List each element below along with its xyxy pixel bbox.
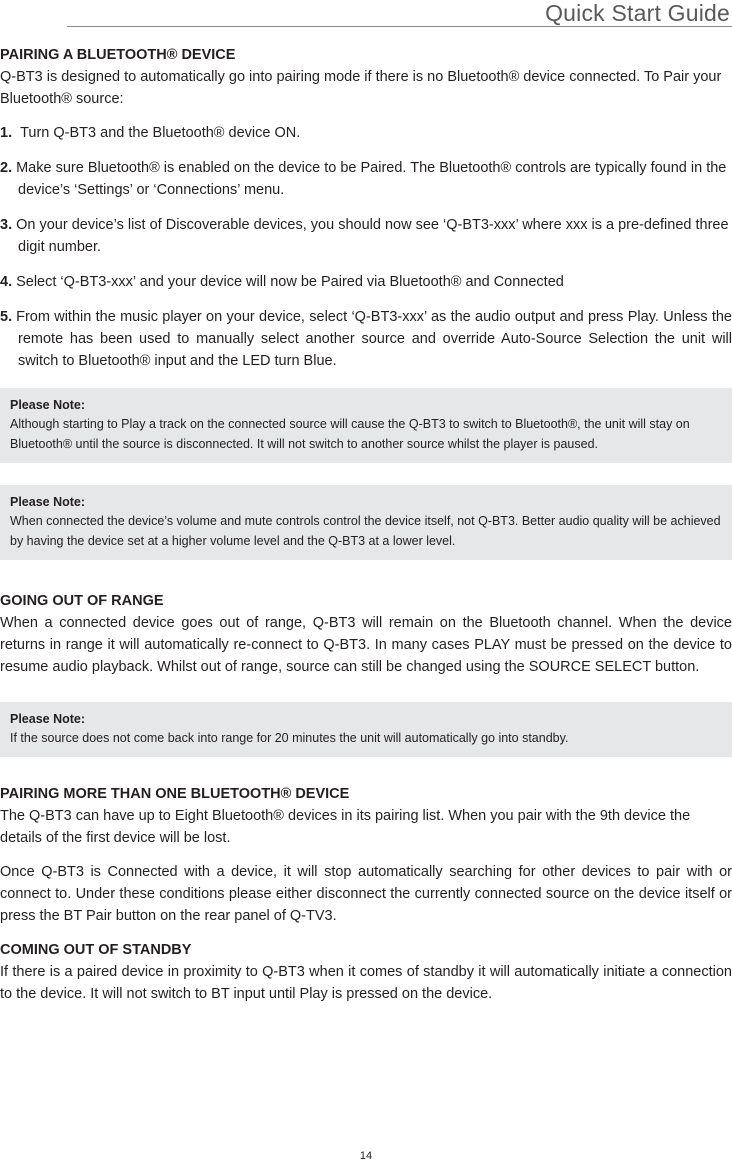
standby-heading: COMING OUT OF STANDBY — [0, 942, 192, 958]
pairing-section — [0, 44, 732, 372]
note-title: Please Note: — [10, 398, 86, 412]
note-text: Although starting to Play a track on the connected source will cause the Q-BT3 to switch to Bluetooth®, the unit will stay on Bluetooth® until the source is disconnected. It will not switch to another source whilst the player is paused. — [10, 417, 690, 451]
range-text: When a connected device goes out of range, Q-BT3 will remain on the Bluetooth channel. When the device returns in range it will automatically re-connect to Q-BT3. In many cases PLAY must be pressed on the device to resume audio playback. Whilst out of range, source can still be changed using the SOURCE SELECT button. — [0, 615, 732, 675]
multi-device-heading: PAIRING MORE THAN ONE BLUETOOTH® DEVICE — [0, 786, 350, 802]
page-header-title: Quick Start Guide — [545, 0, 730, 26]
note-text: If the source does not come back into range for 20 minutes the unit will automatically go into standby. — [10, 731, 569, 745]
note-box — [0, 485, 732, 560]
pairing-intro: Q-BT3 is designed to automatically go into pairing mode if there is no Bluetooth® device connected. To Pair your Bluetooth® source: — [0, 69, 722, 107]
pairing-heading: PAIRING A BLUETOOTH® DEVICE — [0, 47, 236, 63]
multi-device-text-2: Once Q-BT3 is Connected with a device, it will stop automatically searching for other devices to pair with or connect to. Under these conditions please either disconnect the currently connected source on the device itself or press the BT Pair button on the rear panel of Q-TV3. — [0, 864, 732, 924]
note-box — [0, 388, 732, 463]
step-text: From within the music player on your device, select ‘Q-BT3-xxx’ as the audio output and press Play. Unless the remote has been used to manually select another source and override Auto-Source Selection the unit will switch to Bluetooth® input and the LED turn Blue. — [16, 309, 732, 369]
pairing-step — [0, 122, 732, 144]
multi-device-section — [0, 783, 732, 927]
step-number: 3. — [0, 217, 13, 233]
step-text: Make sure Bluetooth® is enabled on the device to be Paired. The Bluetooth® controls are typically found in the device’s ‘Settings’ or ‘Connections’ menu. — [16, 160, 727, 198]
pairing-steps — [0, 122, 732, 372]
step-number: 4. — [0, 274, 13, 290]
standby-section — [0, 939, 732, 1005]
page-content — [0, 44, 732, 1005]
page-number: 14 — [359, 1150, 373, 1162]
pairing-step — [0, 157, 732, 201]
step-number: 5. — [0, 309, 13, 325]
step-number: 2. — [0, 160, 13, 176]
step-text: On your device’s list of Discoverable devices, you should now see ‘Q-BT3-xxx’ where xxx is a pre-defined three digit number. — [16, 217, 729, 255]
note-title: Please Note: — [10, 495, 86, 509]
standby-text: If there is a paired device in proximity to Q-BT3 when it comes of standby it will automatically initiate a connection to the device. It will not switch to BT input until Play is pressed on the device. — [0, 964, 732, 1002]
pairing-step — [0, 271, 732, 293]
step-text: Select ‘Q-BT3-xxx’ and your device will now be Paired via Bluetooth® and Connected — [16, 274, 564, 290]
note-text: When connected the device’s volume and mute controls control the device itself, not Q-BT3. Better audio quality will be achieved by having the device set at a higher volume level and the Q-BT3 at a lower level. — [10, 514, 721, 548]
step-number: 1. — [0, 125, 13, 141]
pairing-step — [0, 214, 732, 258]
note-title: Please Note: — [10, 712, 86, 726]
step-text: Turn Q-BT3 and the Bluetooth® device ON. — [20, 125, 301, 141]
multi-device-text: The Q-BT3 can have up to Eight Bluetooth® devices in its pairing list. When you pair with the 9th device the details of the first device will be lost. — [0, 808, 691, 846]
range-heading: GOING OUT OF RANGE — [0, 593, 164, 609]
note-box — [0, 702, 732, 757]
range-section — [0, 590, 732, 678]
pairing-step — [0, 306, 732, 372]
